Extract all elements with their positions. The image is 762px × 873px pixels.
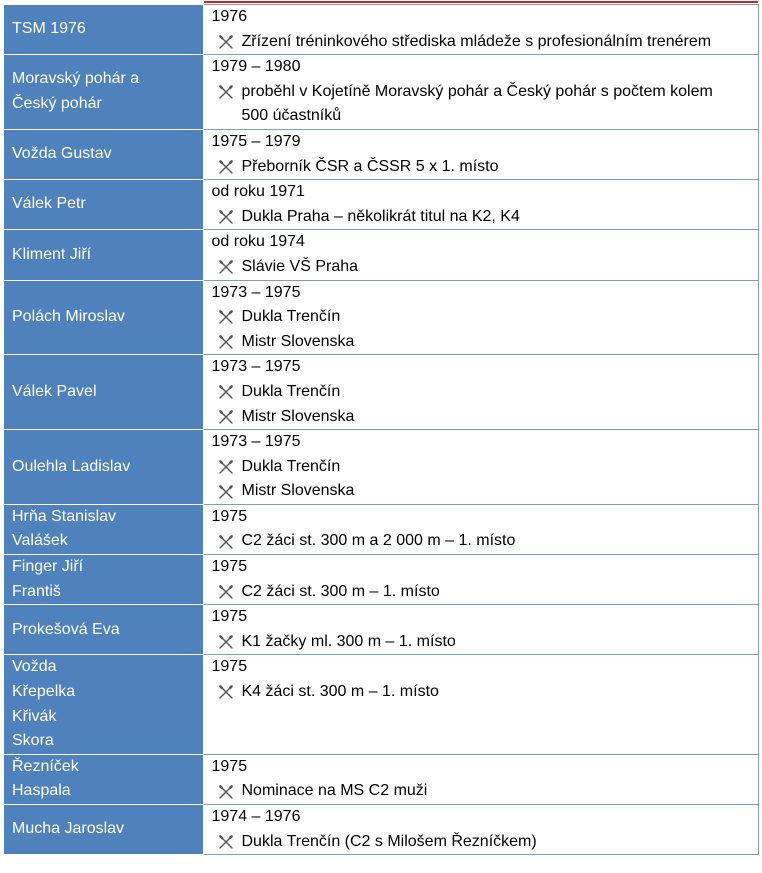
row-year: 1975 (211, 757, 248, 775)
achievement-item (212, 155, 758, 180)
crossed-paddles-icon (212, 380, 242, 405)
row-detail-cell (203, 180, 758, 230)
row-year: 1974 – 1976 (211, 808, 301, 825)
row-name-cell (4, 754, 203, 804)
achievement-item (212, 779, 758, 804)
row-name-cell (4, 805, 203, 855)
achievement-text: C2 žáci st. 300 m a 2 000 m – 1. místo (241, 532, 516, 550)
achievement-text: proběhl v Kojetíně Moravský pohár a Český pohár s počtem kolem 500 účastníků (241, 82, 713, 125)
row-name-cell (4, 129, 203, 179)
achievement-text: Dukla Praha – několikrát titul na K2, K4 (241, 207, 520, 225)
crossed-paddles-icon (212, 30, 242, 55)
row-detail-cell (203, 5, 758, 55)
row-year: 1973 – 1975 (211, 433, 301, 451)
row-detail-cell (203, 805, 758, 855)
row-name-cell (4, 55, 203, 130)
row-name-cell (4, 504, 203, 554)
row-detail-cell (203, 55, 758, 130)
crossed-paddles-icon (212, 455, 242, 480)
achievement-text: Mistr Slovenska (241, 407, 355, 425)
row-name-line: Františ (12, 582, 61, 600)
row-detail-cell (203, 555, 758, 605)
row-detail-cell (203, 129, 758, 179)
achievement-text: Slávie VŠ Praha (241, 257, 359, 275)
table-row (4, 805, 758, 855)
row-detail-cell (203, 605, 758, 655)
row-year: od roku 1974 (211, 233, 305, 251)
achievement-text: Dukla Trenčín (241, 382, 341, 400)
achievement-item (212, 580, 758, 605)
table-row (4, 129, 758, 179)
row-year: 1973 – 1975 (211, 358, 301, 376)
row-name-cell (4, 230, 203, 280)
row-name-line: Polách Miroslav (12, 308, 125, 326)
achievement-text: Dukla Trenčín (241, 457, 341, 475)
row-name-cell (4, 555, 203, 605)
row-name-line: Český pohár (12, 95, 102, 113)
achievement-item (212, 830, 758, 855)
row-name-line: Hrňa Stanislav (12, 507, 117, 525)
row-name-line: Finger Jiří (12, 558, 84, 576)
crossed-paddles-icon (212, 330, 242, 355)
achievement-item (212, 405, 758, 430)
row-year: od roku 1971 (211, 183, 305, 201)
table-row (4, 180, 758, 230)
row-name-line: Řezníček (12, 757, 79, 775)
row-name-line: Haspala (12, 782, 71, 800)
achievement-item (212, 305, 758, 330)
row-year: 1979 – 1980 (211, 58, 301, 76)
table-row (4, 5, 758, 55)
row-detail-cell (203, 230, 758, 280)
achievement-item (212, 330, 758, 355)
achievement-text: Mistr Slovenska (241, 332, 355, 350)
achievement-text: C2 žáci st. 300 m – 1. místo (241, 582, 440, 600)
achievement-item (212, 380, 758, 405)
achievement-text: K1 žačky ml. 300 m – 1. místo (241, 632, 456, 650)
top-rule (0, 0, 762, 3)
achievement-item (212, 80, 758, 129)
row-name-cell (4, 5, 203, 55)
crossed-paddles-icon (212, 80, 242, 105)
achievement-text: Nominace na MS C2 muži (241, 782, 428, 800)
crossed-paddles-icon (212, 779, 242, 804)
achievement-text: Dukla Trenčín (241, 308, 341, 326)
row-name-line: Vožda (12, 658, 57, 676)
row-name-line: Mucha Jaroslav (12, 820, 125, 838)
row-name-line: Valášek (12, 532, 68, 550)
crossed-paddles-icon (212, 205, 242, 230)
table-row (4, 430, 758, 505)
row-name-line: Oulehla Ladislav (12, 457, 131, 475)
achievement-item (212, 630, 758, 655)
table-row (4, 230, 758, 280)
row-detail-cell (203, 430, 758, 505)
row-year: 1976 (211, 8, 248, 25)
row-name-line: TSM 1976 (12, 20, 86, 38)
row-detail-cell (203, 504, 758, 554)
row-name-line: Válek Pavel (12, 382, 97, 400)
achievement-item (212, 529, 758, 554)
row-name-line: Vožda Gustav (12, 145, 112, 163)
row-detail-cell (203, 655, 758, 754)
row-year: 1975 (211, 658, 248, 676)
row-detail-cell (203, 280, 758, 355)
row-year: 1975 (211, 507, 248, 525)
crossed-paddles-icon (212, 305, 242, 330)
row-name-line: Křepelka (12, 683, 76, 701)
row-name-cell (4, 280, 203, 355)
achievement-text: K4 žáci st. 300 m – 1. místo (241, 683, 439, 701)
achievement-text: Zřízení tréninkového střediska mládeže s profesionálním trenérem (241, 32, 712, 50)
crossed-paddles-icon (212, 155, 242, 180)
row-year: 1975 (211, 558, 248, 576)
row-name-cell (4, 655, 203, 754)
row-detail-cell (203, 355, 758, 430)
achievement-item (212, 680, 758, 705)
crossed-paddles-icon (212, 479, 242, 504)
table-row (4, 605, 758, 655)
row-name-line: Křivák (12, 707, 57, 725)
table-row (4, 504, 758, 554)
crossed-paddles-icon (212, 405, 242, 430)
crossed-paddles-icon (212, 580, 242, 605)
row-name-line: Válek Petr (12, 195, 86, 213)
crossed-paddles-icon (212, 529, 242, 554)
achievement-item (212, 479, 758, 504)
achievement-item (212, 455, 758, 480)
table-row (4, 280, 758, 355)
table-row (4, 555, 758, 605)
achievement-text: Dukla Trenčín (C2 s Milošem Řezníčkem) (241, 832, 537, 850)
achievement-item (212, 255, 758, 280)
table-row (4, 655, 758, 754)
row-name-line: Kliment Jiří (12, 245, 92, 263)
table-row (4, 55, 758, 130)
row-name-cell (4, 180, 203, 230)
row-name-line: Prokešová Eva (12, 620, 120, 638)
row-name-line: Skora (12, 732, 54, 750)
row-year: 1973 – 1975 (211, 283, 301, 301)
achievement-item (212, 30, 758, 55)
crossed-paddles-icon (212, 255, 242, 280)
row-name-cell (4, 605, 203, 655)
results-table (4, 4, 759, 855)
achievement-text: Přeborník ČSR a ČSSR 5 x 1. místo (241, 157, 499, 175)
crossed-paddles-icon (212, 680, 242, 705)
achievement-text: Mistr Slovenska (241, 482, 355, 500)
crossed-paddles-icon (212, 630, 242, 655)
row-detail-cell (203, 754, 758, 804)
table-row (4, 754, 758, 804)
row-year: 1975 (211, 608, 248, 626)
table-row (4, 355, 758, 430)
crossed-paddles-icon (212, 830, 242, 855)
achievement-item (212, 205, 758, 230)
row-name-cell (4, 430, 203, 505)
row-name-cell (4, 355, 203, 430)
row-name-line: Moravský pohár a (12, 70, 140, 88)
row-year: 1975 – 1979 (211, 132, 301, 150)
